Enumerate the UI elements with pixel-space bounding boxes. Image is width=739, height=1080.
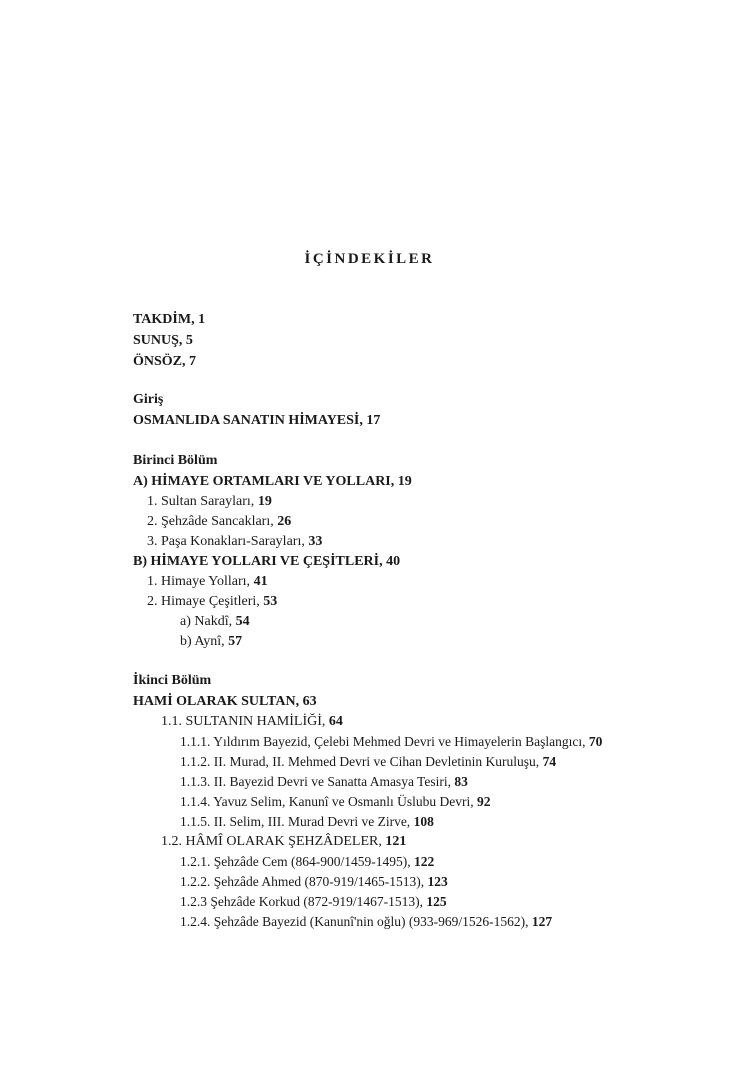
toc-page-number: 74 — [542, 754, 557, 769]
toc-entry-text: 2. Şehzâde Sancakları, — [147, 514, 278, 529]
toc-page-number: 92 — [476, 794, 491, 809]
toc-page-number: 26 — [277, 514, 292, 529]
toc-page-number: 121 — [385, 834, 407, 849]
page-title: İÇİNDEKİLER — [304, 251, 435, 267]
toc-page-number: 17 — [366, 413, 381, 428]
toc-page-number: 123 — [427, 874, 448, 889]
toc-entry-1-1 — [161, 712, 343, 732]
toc-entry-a1 — [147, 492, 272, 512]
toc-page-number: 125 — [426, 894, 447, 909]
toc-entry-text: 1. Sultan Sarayları, — [147, 494, 258, 509]
toc-entry-1-1-1 — [180, 732, 602, 752]
toc-entry-a3 — [147, 532, 322, 552]
toc-entry-text: 1.1.2. II. Murad, II. Mehmed Devri ve Cihan Devletinin Kuruluşu, — [180, 754, 543, 769]
toc-entry-text: 1.1.5. II. Selim, III. Murad Devri ve Zirve, — [180, 814, 414, 829]
toc-page-number: 19 — [257, 494, 272, 509]
toc-entry-text: A) HİMAYE ORTAMLARI VE YOLLARI, — [133, 474, 398, 489]
toc-entry-text: a) Nakdî, — [180, 614, 236, 629]
toc-entry-1-2 — [161, 832, 406, 852]
toc-entry-1-2-1 — [180, 852, 434, 872]
toc-page-number: 41 — [253, 574, 268, 589]
toc-entry-text: 2. Himaye Çeşitleri, — [147, 594, 264, 609]
toc-entry-text: 1. Himaye Yolları, — [147, 574, 254, 589]
toc-entry-text: OSMANLIDA SANATIN HİMAYESİ, — [133, 413, 367, 428]
toc-page-number: 70 — [588, 734, 603, 749]
toc-entry-1-1-5 — [180, 812, 434, 832]
toc-entry-hami-sultan — [133, 692, 317, 712]
toc-entry-section-b — [133, 552, 400, 572]
toc-page-number: 1 — [198, 312, 206, 327]
toc-entry-text: 1.1.1. Yıldırım Bayezid, Çelebi Mehmed Devri ve Himayelerin Başlangıcı, — [180, 734, 589, 749]
toc-entry-text: HAMİ OLARAK SULTAN, — [133, 694, 303, 709]
section-label-giris — [133, 390, 163, 410]
toc-entry-section-a — [133, 472, 412, 492]
toc-entry-text: 1.2.1. Şehzâde Cem (864-900/1459-1495), — [180, 854, 414, 869]
toc-page-number: 127 — [531, 914, 553, 929]
toc-page-number: 64 — [328, 714, 343, 729]
toc-entry-text: B) HİMAYE YOLLARI VE ÇEŞİTLERİ, — [133, 554, 387, 569]
toc-entry-b2b — [180, 632, 242, 652]
toc-entry-onsoz — [133, 352, 196, 372]
toc-entry-text: ÖNSÖZ, — [133, 354, 190, 369]
toc-page-number: 40 — [386, 554, 401, 569]
toc-entry-text: 1.2.4. Şehzâde Bayezid (Kanunî'nin oğlu) (933-969/1526-1562), — [180, 914, 532, 929]
toc-entry-1-1-2 — [180, 752, 556, 772]
toc-entry-text: SUNUŞ, — [133, 333, 186, 348]
toc-entry-text: 1.2.3 Şehzâde Korkud (872-919/1467-1513), — [180, 894, 427, 909]
toc-entry-text: Birinci Bölüm — [133, 453, 218, 468]
toc-page-number: 19 — [397, 474, 412, 489]
toc-entry-text: b) Aynî, — [180, 634, 229, 649]
toc-entry-text: 1.2.2. Şehzâde Ahmed (870-919/1465-1513), — [180, 874, 428, 889]
toc-page-number: 5 — [185, 333, 193, 348]
toc-entry-sunus — [133, 331, 193, 351]
toc-entry-text: 1.1.3. II. Bayezid Devri ve Sanatta Amasya Tesiri, — [180, 774, 455, 789]
toc-page-number: 108 — [413, 814, 434, 829]
toc-entry-1-1-4 — [180, 792, 490, 812]
toc-entry-takdim — [133, 310, 205, 330]
toc-entry-a2 — [147, 512, 291, 532]
toc-entry-text: TAKDİM, — [133, 312, 199, 327]
toc-entry-b1 — [147, 572, 268, 592]
toc-entry-1-2-4 — [180, 912, 552, 932]
toc-page-number: 57 — [228, 634, 243, 649]
toc-entry-b2 — [147, 592, 277, 612]
toc-page-number: 33 — [308, 534, 323, 549]
toc-page-number: 63 — [302, 694, 317, 709]
toc-page-number: 54 — [235, 614, 250, 629]
toc-entry-1-2-3 — [180, 892, 447, 912]
toc-entry-text: 1.2. HÂMÎ OLARAK ŞEHZÂDELER, — [161, 834, 386, 849]
toc-entry-text: 3. Paşa Konakları-Sarayları, — [147, 534, 309, 549]
toc-entry-text: Giriş — [133, 392, 164, 407]
toc-entry-text: 1.1.4. Yavuz Selim, Kanunî ve Osmanlı Üslubu Devri, — [180, 794, 477, 809]
toc-page-number: 53 — [263, 594, 278, 609]
toc-entry-1-2-2 — [180, 872, 448, 892]
toc-page-number: 7 — [189, 354, 197, 369]
toc-page-number: 122 — [413, 854, 435, 869]
toc-entry-b2a — [180, 612, 250, 632]
toc-page-number: 83 — [454, 774, 468, 789]
toc-entry-1-1-3 — [180, 772, 468, 792]
section-label-birinci-bolum — [133, 451, 217, 471]
toc-entry-text: 1.1. SULTANIN HAMİLİĞİ, — [161, 714, 329, 729]
toc-entry-himaye — [133, 411, 380, 431]
section-label-ikinci-bolum — [133, 671, 211, 691]
toc-entry-text: İkinci Bölüm — [133, 673, 212, 688]
